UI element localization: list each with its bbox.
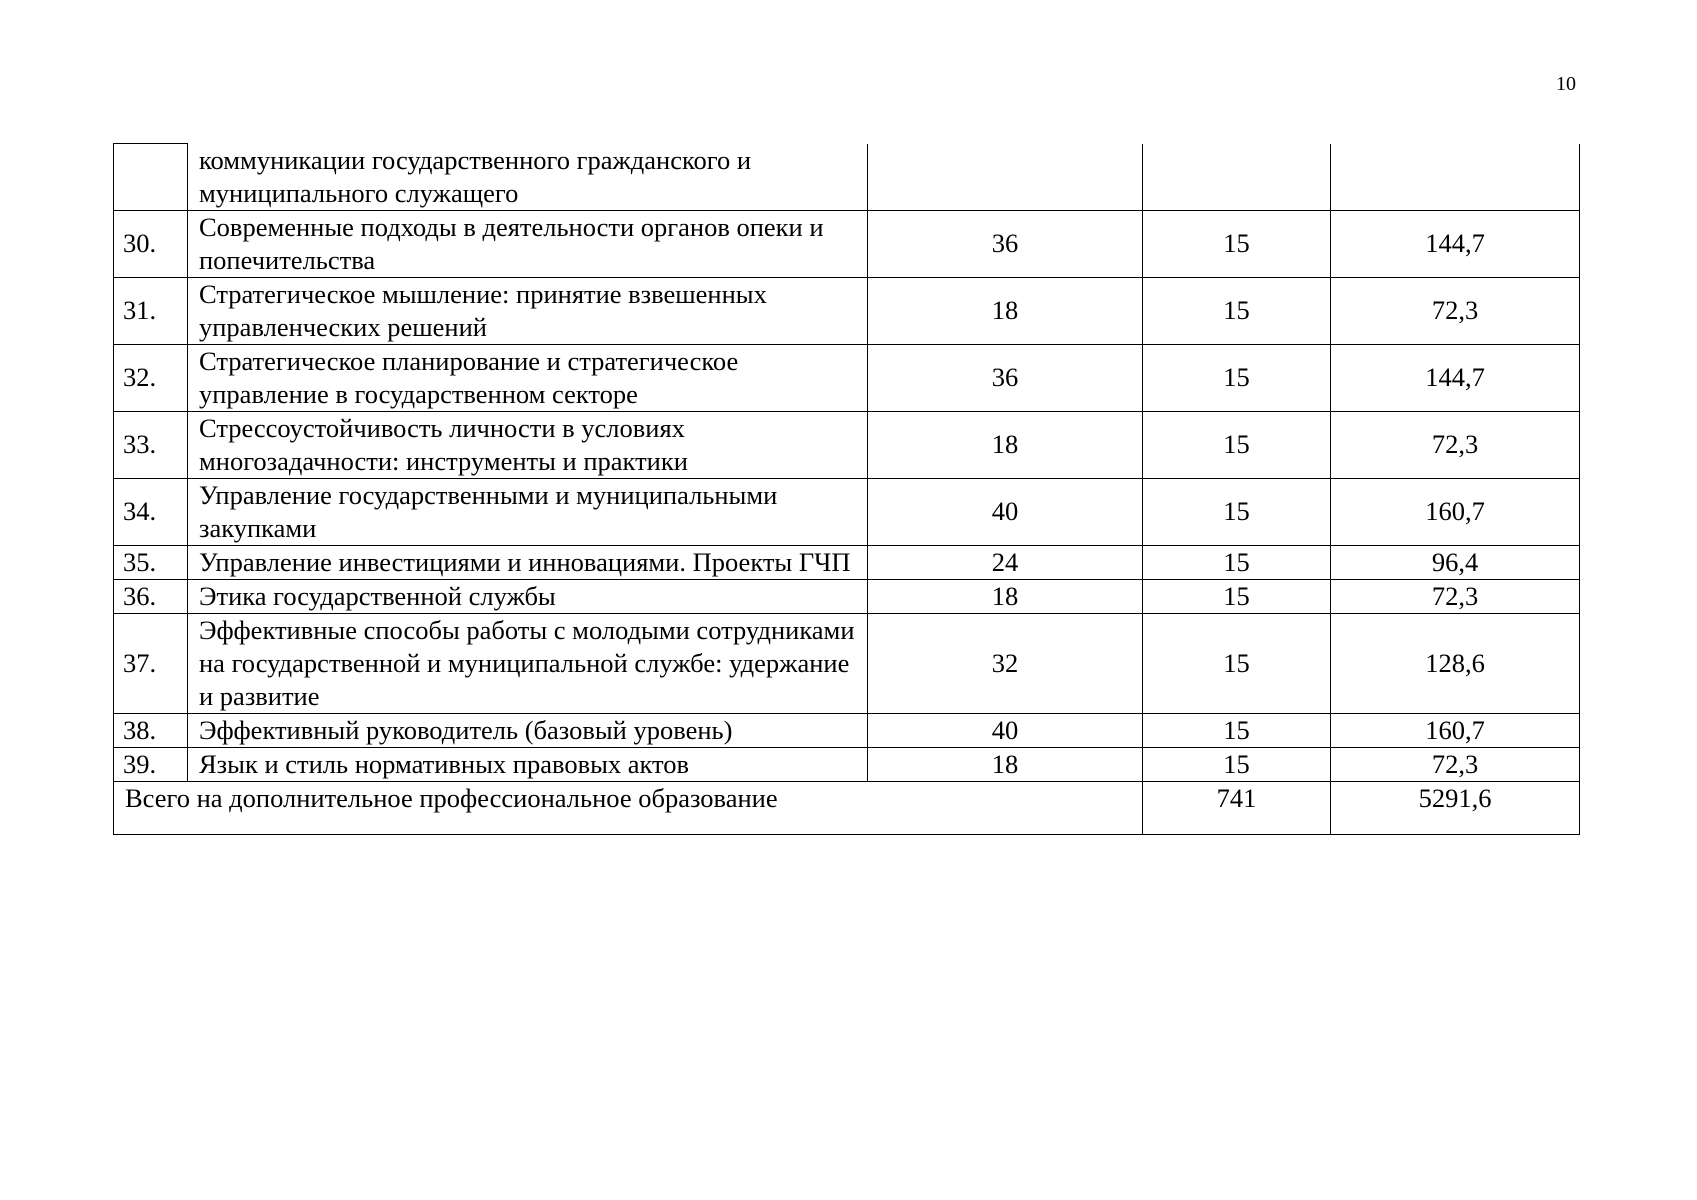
count-cell: 15 — [1143, 545, 1331, 579]
sum-cell: 160,7 — [1331, 713, 1580, 747]
table-row — [114, 613, 1580, 713]
table-row-total — [114, 781, 1580, 834]
total-sum-cell: 5291,6 — [1331, 781, 1580, 834]
table-row-continuation — [114, 144, 1580, 211]
program-name-cell: Стрессоустойчивость личности в условиях многозадачности: инструменты и практики — [188, 411, 868, 478]
program-name-cell: Стратегическое планирование и стратегическое управление в государственном секторе — [188, 344, 868, 411]
count-cell: 15 — [1143, 277, 1331, 344]
program-name-cell: Эффективные способы работы с молодыми сотрудниками на государственной и муниципальной службе: удержание и развитие — [188, 613, 868, 713]
sum-cell: 72,3 — [1331, 579, 1580, 613]
sum-cell: 144,7 — [1331, 210, 1580, 277]
count-cell: 15 — [1143, 344, 1331, 411]
row-number-cell: 31. — [114, 277, 188, 344]
sum-cell: 128,6 — [1331, 613, 1580, 713]
total-label-cell: Всего на дополнительное профессиональное образование — [114, 781, 1143, 834]
program-name-cell: Этика государственной службы — [188, 579, 868, 613]
program-name-cell: Язык и стиль нормативных правовых актов — [188, 747, 868, 781]
sum-cell: 72,3 — [1331, 277, 1580, 344]
row-number-cell: 36. — [114, 579, 188, 613]
count-cell: 15 — [1143, 411, 1331, 478]
hours-cell: 32 — [868, 613, 1143, 713]
program-name-cell: Эффективный руководитель (базовый уровень) — [188, 713, 868, 747]
count-cell: 15 — [1143, 579, 1331, 613]
table-row — [114, 344, 1580, 411]
sum-cell: 72,3 — [1331, 747, 1580, 781]
hours-cell: 40 — [868, 713, 1143, 747]
count-cell: 15 — [1143, 713, 1331, 747]
page-number: 10 — [1556, 73, 1576, 95]
program-name-cell: Современные подходы в деятельности органов опеки и попечительства — [188, 210, 868, 277]
hours-cell: 36 — [868, 344, 1143, 411]
table-row — [114, 713, 1580, 747]
sum-cell: 72,3 — [1331, 411, 1580, 478]
count-cell: 15 — [1143, 210, 1331, 277]
table-row — [114, 478, 1580, 545]
hours-cell: 18 — [868, 579, 1143, 613]
table-row — [114, 411, 1580, 478]
hours-cell: 36 — [868, 210, 1143, 277]
sum-cell — [1331, 144, 1580, 211]
count-cell: 15 — [1143, 747, 1331, 781]
row-number-cell: 35. — [114, 545, 188, 579]
hours-cell: 18 — [868, 411, 1143, 478]
hours-cell: 18 — [868, 277, 1143, 344]
count-cell — [1143, 144, 1331, 211]
row-number-cell — [114, 144, 188, 211]
sum-cell: 160,7 — [1331, 478, 1580, 545]
row-number-cell: 37. — [114, 613, 188, 713]
row-number-cell: 32. — [114, 344, 188, 411]
program-name-cell: коммуникации государственного гражданского и муниципального служащего — [188, 144, 868, 211]
table-row — [114, 277, 1580, 344]
hours-cell: 24 — [868, 545, 1143, 579]
hours-cell — [868, 144, 1143, 211]
count-cell: 15 — [1143, 613, 1331, 713]
row-number-cell: 38. — [114, 713, 188, 747]
program-name-cell: Управление инвестициями и инновациями. Проекты ГЧП — [188, 545, 868, 579]
row-number-cell: 30. — [114, 210, 188, 277]
row-number-cell: 39. — [114, 747, 188, 781]
hours-cell: 18 — [868, 747, 1143, 781]
table-row — [114, 210, 1580, 277]
program-name-cell: Стратегическое мышление: принятие взвешенных управленческих решений — [188, 277, 868, 344]
table-row — [114, 545, 1580, 579]
sum-cell: 96,4 — [1331, 545, 1580, 579]
row-number-cell: 34. — [114, 478, 188, 545]
count-cell: 15 — [1143, 478, 1331, 545]
row-number-cell: 33. — [114, 411, 188, 478]
budget-table — [113, 143, 1580, 835]
table-row — [114, 747, 1580, 781]
table-row — [114, 579, 1580, 613]
hours-cell: 40 — [868, 478, 1143, 545]
budget-table-container — [113, 143, 1579, 835]
total-count-cell: 741 — [1143, 781, 1331, 834]
sum-cell: 144,7 — [1331, 344, 1580, 411]
program-name-cell: Управление государственными и муниципальными закупками — [188, 478, 868, 545]
